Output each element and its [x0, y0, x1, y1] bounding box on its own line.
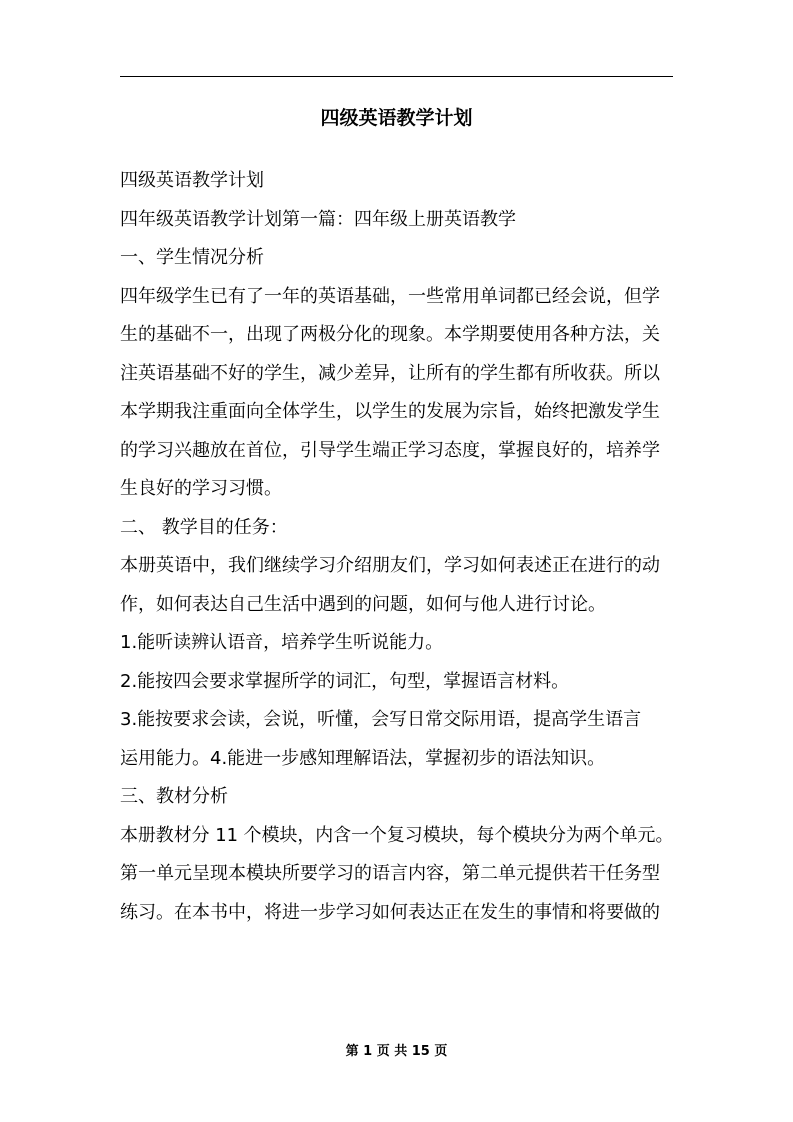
- body-line: 四年级英语教学计划第一篇：四年级上册英语教学: [120, 208, 516, 230]
- header-rule: [120, 76, 673, 77]
- document-body: [120, 162, 673, 932]
- body-line: 注英语基础不好的学生，减少差异，让所有的学生都有所收获。所以: [120, 362, 660, 384]
- body-line: 四年级学生已有了一年的英语基础，一些常用单词都已经会说，但学: [120, 285, 660, 307]
- body-line: 生良好的学习习惯。: [120, 478, 282, 499]
- list-item: 2.能按四会要求掌握所学的词汇，句型，掌握语言材料。: [120, 670, 570, 692]
- page-number-footer: 第 1 页 共 15 页: [345, 1044, 448, 1059]
- body-line: 作，如何表达自己生活中遇到的问题，如何与他人进行讨论。: [120, 593, 606, 615]
- body-line: 的学习兴趣放在首位，引导学生端正学习态度，掌握良好的，培养学: [120, 439, 660, 461]
- list-item: 3.能按要求会读，会说，听懂，会写日常交际用语，提高学生语言: [120, 709, 642, 730]
- list-item: 运用能力。4.能进一步感知理解语法，掌握初步的语法知识。: [120, 747, 606, 769]
- body-line: 第一单元呈现本模块所要学习的语言内容，第二单元提供若干任务型: [120, 863, 660, 884]
- body-line: 本册教材分 11 个模块，内含一个复习模块，每个模块分为两个单元。: [120, 824, 674, 846]
- body-line: 生的基础不一，出现了两极分化的现象。本学期要使用各种方法，关: [120, 324, 660, 345]
- document-title: 四级英语教学计划: [320, 107, 473, 129]
- section-heading: 一、学生情况分析: [120, 247, 264, 268]
- section-heading: 三、教材分析: [120, 786, 228, 807]
- list-item: 1.能听读辨认语音，培养学生听说能力。: [120, 632, 444, 653]
- body-line: 本学期我注重面向全体学生，以学生的发展为宗旨，始终把激发学生: [120, 401, 660, 422]
- section-heading: 二、 教学目的任务：: [120, 516, 288, 538]
- body-line: 四级英语教学计划: [120, 170, 264, 191]
- body-line: 练习。在本书中，将进一步学习如何表达正在发生的事情和将要做的: [120, 901, 660, 923]
- body-line: 本册英语中，我们继续学习介绍朋友们，学习如何表述正在进行的动: [120, 555, 660, 576]
